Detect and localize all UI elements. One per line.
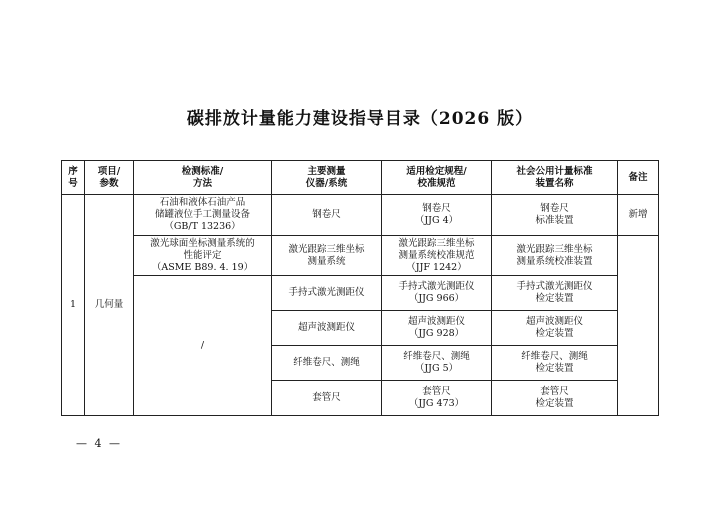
regulation-cell: 超声波测距仪 （JJG 928） [382, 311, 492, 346]
device-cell: 纤维卷尺、测绳 检定装置 [492, 346, 618, 381]
seq-cell: 1 [62, 195, 85, 416]
instrument-cell: 纤维卷尺、测绳 [272, 346, 382, 381]
instrument-cell: 钢卷尺 [272, 195, 382, 236]
regulation-cell: 套管尺 （JJG 473） [382, 381, 492, 416]
regulation-cell: 纤维卷尺、测绳 （JJG 5） [382, 346, 492, 381]
catalog-table [61, 160, 659, 416]
regulation-cell: 激光跟踪三维坐标 测量系统校准规范 （JJF 1242） [382, 236, 492, 276]
header-device: 社会公用计量标准 装置名称 [492, 161, 618, 195]
instrument-cell: 超声波测距仪 [272, 311, 382, 346]
device-cell: 超声波测距仪 检定装置 [492, 311, 618, 346]
remark-cell: 新增 [618, 195, 659, 236]
header-standard: 检测标准/ 方法 [134, 161, 272, 195]
standard-cell: 石油和液体石油产品 储罐液位手工测量设备 （GB/T 13236） [134, 195, 272, 236]
table-row [62, 236, 659, 276]
header-item: 项目/ 参数 [85, 161, 134, 195]
device-cell: 钢卷尺 标准装置 [492, 195, 618, 236]
table-row [62, 195, 659, 236]
remark-cell [618, 236, 659, 416]
regulation-cell: 手持式激光测距仪 （JJG 966） [382, 276, 492, 311]
header-regulation: 适用检定规程/ 校准规范 [382, 161, 492, 195]
header-row [62, 161, 659, 195]
device-cell: 激光跟踪三维坐标 测量系统校准装置 [492, 236, 618, 276]
device-cell: 手持式激光测距仪 检定装置 [492, 276, 618, 311]
regulation-cell: 钢卷尺 （JJG 4） [382, 195, 492, 236]
document-title: 碳排放计量能力建设指导目录（2026 版） [186, 109, 534, 129]
instrument-cell: 套管尺 [272, 381, 382, 416]
device-cell: 套管尺 检定装置 [492, 381, 618, 416]
page-number: — 4 — [76, 437, 122, 450]
instrument-cell: 手持式激光测距仪 [272, 276, 382, 311]
table-row [62, 276, 659, 311]
standard-cell: 激光球面坐标测量系统的 性能评定 （ASME B89. 4. 19） [134, 236, 272, 276]
header-seq: 序 号 [62, 161, 85, 195]
instrument-cell: 激光跟踪三维坐标 测量系统 [272, 236, 382, 276]
header-remark: 备注 [618, 161, 659, 195]
header-instrument: 主要测量 仪器/系统 [272, 161, 382, 195]
standard-cell-merged: / [134, 276, 272, 416]
item-cell: 几何量 [85, 195, 134, 416]
